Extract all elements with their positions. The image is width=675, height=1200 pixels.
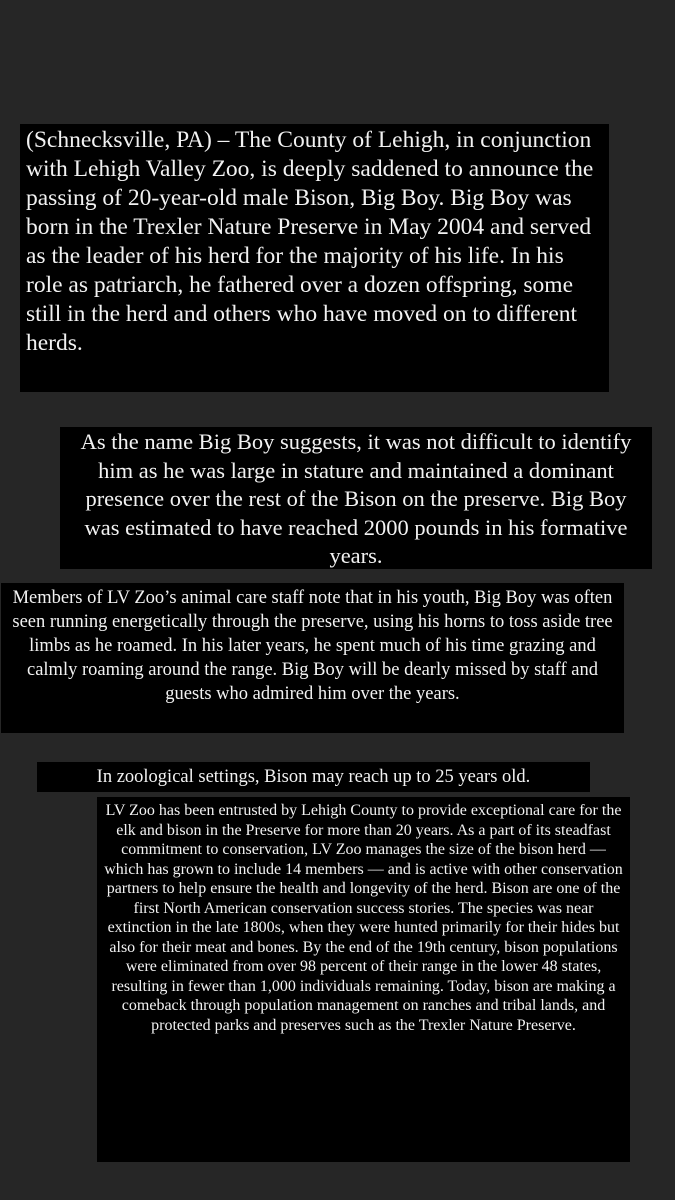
lifespan-fact-text: In zoological settings, Bison may reach up to 25 years old. xyxy=(96,767,531,787)
text-block-announcement xyxy=(20,124,609,392)
text-block-big-boy-size xyxy=(60,427,652,569)
text-block-conservation xyxy=(97,797,630,1162)
text-block-lifespan-fact xyxy=(37,762,590,792)
announcement-paragraph: (Schnecksville, PA) – The County of Lehigh, in conjunction with Lehigh Valley Zoo, is deeply saddened to announce the passing of 20-year-old male Bison, Big Boy. Big Boy was born in the Trexler Nature Preserve in May 2004 and served as the leader of his herd for the majority of his life. In his role as patriarch, he fathered over a dozen offspring, some still in the herd and others who have moved on to different herds. xyxy=(26,127,594,356)
conservation-paragraph: LV Zoo has been entrusted by Lehigh County to provide exceptional care for the elk and bison in the Preserve for more than 20 years. As a part of its steadfast commitment to conservation, LV Zoo manages the size of the bison herd — which has grown to include 14 members — and is active with other conservation partners to help ensure the health and longevity of the herd. Bison are one of the first North American conservation success stories. The species was near extinction in the late 1800s, when they were hunted primarily for their hides but also for their meat and bones. By the end of the 19th century, bison populations were eliminated from over 98 percent of their range in the lower 48 states, resulting in fewer than 1,000 individuals remaining. Today, bison are making a comeback through population management on ranches and tribal lands, and protected parks and preserves such as the Trexler Nature Preserve. xyxy=(104,802,623,1035)
size-paragraph: As the name Big Boy suggests, it was not difficult to identify him as he was large in stature and maintained a dominant presence over the rest of the Bison on the preserve. Big Boy was estimated to have reached 2000 pounds in his formative years. xyxy=(80,429,632,569)
staff-memories-paragraph: Members of LV Zoo’s animal care staff note that in his youth, Big Boy was often seen running energetically through the preserve, using his horns to toss aside tree limbs as he roamed. In his later years, he spent much of his time grazing and calmly roaming around the range. Big Boy will be dearly missed by staff and guests who admired him over the years. xyxy=(12,588,613,704)
text-block-staff-memories xyxy=(1,583,624,733)
